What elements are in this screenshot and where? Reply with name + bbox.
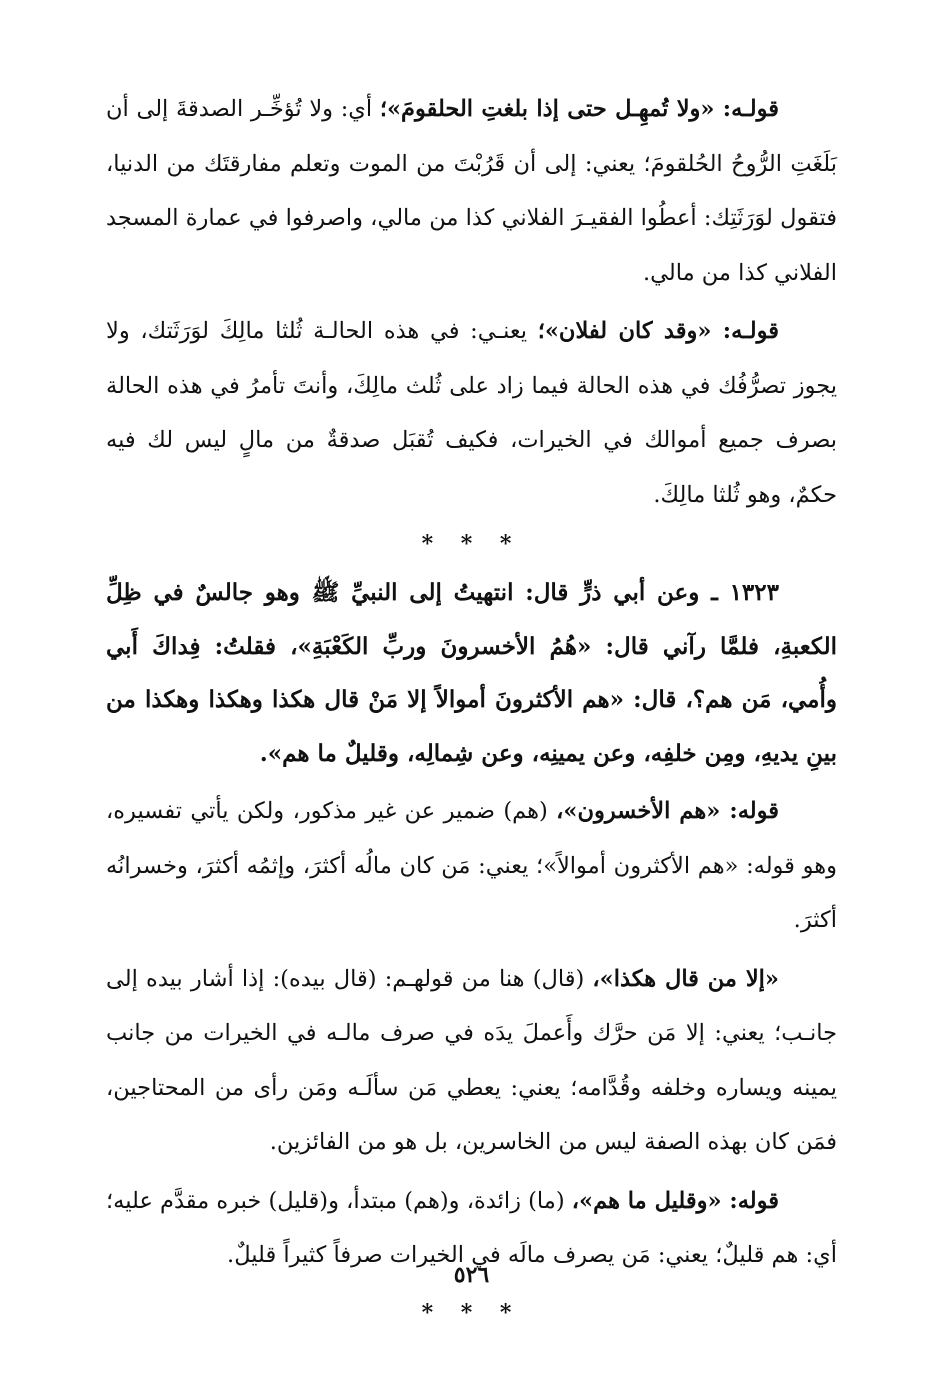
- page-number: ٥٢٦: [453, 1262, 490, 1288]
- commentary-2: [106, 952, 837, 1170]
- commentary-1: [106, 784, 837, 948]
- commentary-3-text: (ما) زائدة، و(هم) مبتدأ، و(قليل) خبره مقدَّم عليه؛ أي: هم قليلٌ؛ يعني: مَن يصرف مالَه في الخيرات صرفاً كثيراً قليلٌ.: [106, 1187, 837, 1268]
- paragraph-1-text: أي: ولا تُؤخِّـر الصدقةَ إلى أن بَلَغَتِ الرُّوحُ الحُلقومَ؛ يعني: إلى أن قَرُبْتَ من الموت وتعلم مفارقتَك من الدنيا، فتقول لوَرَثَتِك: أعطُوا الفقيـرَ الفلاني كذا من مالي، واصرفوا في عمارة المسجد الفلاني كذا من مالي.: [106, 96, 837, 286]
- section-separator-2: * * *: [421, 1299, 522, 1326]
- paragraph-2: [106, 304, 837, 522]
- commentary-2-text: (قال) هنا من قولهـم: (قال بيده): إذا أشار بيده إلى جانـب؛ يعني: إلا مَن حرَّك وأَعملَ يدَه في صرف مالـه في الخيرات من جانب يمينه ويساره وخلفه وقُدَّامه؛ يعني: يعطي مَن سألَـه ومَن رأى من المحتاجين، فمَن كان بهذه الصفة ليس من الخاسرين، بل هو من الفائزين.: [106, 965, 837, 1155]
- hadith-text: ١٣٢٣ ـ وعن أبي ذرٍّ قال: انتهيتُ إلى النبيِّ ﷺ وهو جالسٌ في ظِلِّ الكعبةِ، فلمَّا رآني قال: «هُمُ الأخسرونَ وربِّ الكَعْبَةِ»، فقلتُ: فِداكَ أَبي وأُمي، مَن هم؟، قال: «هم الأكثرونَ أموالاً إلا مَنْ قال هكذا وهكذا وهكذا من بينِ يديهِ، ومِن خلفِه، وعن يمينِه، وعن شِمالِه، وقليلٌ ما هم».: [106, 579, 837, 767]
- commentary-3-lead: قوله: «وقليل ما هم»،: [571, 1187, 780, 1214]
- paragraph-1-lead: قولـه: «ولا تُمهِـل حتى إذا بلغتِ الحلقومَ»؛: [379, 96, 779, 122]
- commentary-2-lead: «إلا من قال هكذا»،: [592, 965, 779, 992]
- paragraph-1: [106, 82, 837, 300]
- commentary-1-lead: قوله: «هم الأخسرون»،: [556, 798, 779, 824]
- commentary-1-text: (هم) ضمير عن غير مذكور، ولكن يأتي تفسيره، وهو قوله: «هم الأكثرون أموالاً»؛ يعني: مَن كان مالُه أكثرَ، وإثمُه أكثرَ، وخسرانُه أكثرَ.: [106, 798, 837, 933]
- section-separator-1: * * *: [421, 531, 522, 557]
- paragraph-2-lead: قولـه: «وقد كان لفلان»؛: [537, 318, 779, 344]
- paragraph-2-text: يعنـي: في هذه الحالـة ثُلثا مالِكَ لوَرَثَتك، ولا يجوز تصرُّفُك في هذه الحالة فيما زاد على ثُلث مالِكَ، وأنتَ تأمرُ في هذه الحالة بصرف جميع أموالك في الخيرات، فكيف تُقبَل صدقةٌ من مالٍ ليس لك فيه حكمٌ، وهو ثُلثا مالِكَ.: [106, 318, 837, 508]
- page-body: [106, 82, 837, 1335]
